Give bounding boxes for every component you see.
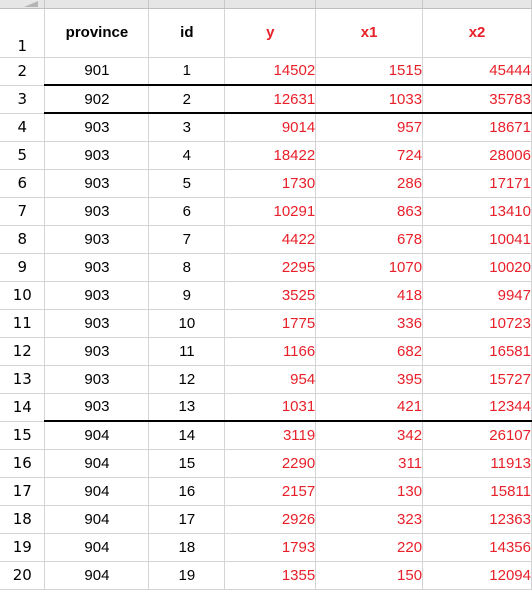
cell-id[interactable]: 16 — [149, 477, 225, 505]
cell-x1[interactable]: 418 — [316, 281, 423, 309]
cell-id[interactable]: 15 — [149, 449, 225, 477]
cell-y[interactable]: 1355 — [225, 561, 316, 589]
cell-x1[interactable]: 1070 — [316, 253, 423, 281]
cell-x2[interactable]: 12363 — [423, 505, 532, 533]
header-cell-x1[interactable]: x1 — [316, 8, 423, 57]
row-number[interactable]: 3 — [0, 85, 45, 113]
cell-id[interactable]: 3 — [149, 113, 225, 141]
table-row — [0, 85, 532, 113]
header-row — [0, 8, 532, 57]
cell-x1[interactable]: 342 — [316, 421, 423, 449]
cell-x2[interactable]: 12344 — [423, 393, 532, 421]
table-row — [0, 365, 532, 393]
row-number[interactable]: 20 — [0, 561, 45, 589]
cell-x1[interactable]: 286 — [316, 169, 423, 197]
table-row — [0, 57, 532, 85]
cell-id[interactable]: 8 — [149, 253, 225, 281]
cell-y[interactable]: 12631 — [225, 85, 316, 113]
column-header-a[interactable] — [45, 0, 149, 8]
table-row — [0, 169, 532, 197]
table-row — [0, 561, 532, 589]
cell-id[interactable]: 5 — [149, 169, 225, 197]
cell-x1[interactable]: 724 — [316, 141, 423, 169]
select-all-corner[interactable] — [0, 0, 45, 8]
cell-y[interactable]: 9014 — [225, 113, 316, 141]
table-row — [0, 533, 532, 561]
cell-y[interactable]: 1730 — [225, 169, 316, 197]
cell-x2[interactable]: 9947 — [423, 281, 532, 309]
cell-province[interactable]: 904 — [45, 477, 149, 505]
row-number[interactable]: 1 — [0, 8, 45, 57]
cell-x1[interactable]: 130 — [316, 477, 423, 505]
cell-x1[interactable]: 323 — [316, 505, 423, 533]
cell-y[interactable]: 3119 — [225, 421, 316, 449]
row-number[interactable]: 4 — [0, 113, 45, 141]
select-all-triangle-icon — [24, 1, 38, 7]
cell-id[interactable]: 18 — [149, 533, 225, 561]
header-cell-province[interactable]: province — [45, 8, 149, 57]
cell-province[interactable]: 903 — [45, 337, 149, 365]
table-row — [0, 505, 532, 533]
table-row — [0, 337, 532, 365]
cell-id[interactable]: 12 — [149, 365, 225, 393]
cell-x2[interactable]: 45444 — [423, 57, 532, 85]
cell-province[interactable]: 903 — [45, 141, 149, 169]
cell-x1[interactable]: 957 — [316, 113, 423, 141]
cell-x2[interactable]: 12094 — [423, 561, 532, 589]
cell-province[interactable]: 904 — [45, 421, 149, 449]
column-header-d[interactable] — [316, 0, 423, 8]
row-number[interactable]: 18 — [0, 505, 45, 533]
cell-x1[interactable]: 150 — [316, 561, 423, 589]
row-number[interactable]: 14 — [0, 393, 45, 421]
cell-x1[interactable]: 678 — [316, 225, 423, 253]
table-row — [0, 421, 532, 449]
cell-id[interactable]: 1 — [149, 57, 225, 85]
table-row — [0, 449, 532, 477]
cell-x1[interactable]: 682 — [316, 337, 423, 365]
cell-x2[interactable]: 14356 — [423, 533, 532, 561]
row-number[interactable]: 11 — [0, 309, 45, 337]
cell-x2[interactable]: 16581 — [423, 337, 532, 365]
cell-x2[interactable]: 10020 — [423, 253, 532, 281]
header-cell-id[interactable]: id — [149, 8, 225, 57]
cell-province[interactable]: 903 — [45, 281, 149, 309]
cell-province[interactable]: 904 — [45, 533, 149, 561]
table-row — [0, 309, 532, 337]
cell-id[interactable]: 17 — [149, 505, 225, 533]
cell-id[interactable]: 19 — [149, 561, 225, 589]
header-cell-y[interactable]: y — [225, 8, 316, 57]
table-row — [0, 197, 532, 225]
cell-id[interactable]: 11 — [149, 337, 225, 365]
table-row — [0, 225, 532, 253]
cell-province[interactable]: 904 — [45, 561, 149, 589]
cell-x1[interactable]: 311 — [316, 449, 423, 477]
cell-y[interactable]: 2290 — [225, 449, 316, 477]
cell-y[interactable]: 2295 — [225, 253, 316, 281]
cell-y[interactable]: 3525 — [225, 281, 316, 309]
cell-x2[interactable]: 11913 — [423, 449, 532, 477]
cell-province[interactable]: 904 — [45, 505, 149, 533]
row-number[interactable]: 10 — [0, 281, 45, 309]
cell-x2[interactable]: 28006 — [423, 141, 532, 169]
row-number[interactable]: 13 — [0, 365, 45, 393]
cell-id[interactable]: 6 — [149, 197, 225, 225]
cell-x2[interactable]: 26107 — [423, 421, 532, 449]
table-row — [0, 113, 532, 141]
table-row — [0, 281, 532, 309]
row-number[interactable]: 12 — [0, 337, 45, 365]
cell-x2[interactable]: 15811 — [423, 477, 532, 505]
cell-y[interactable]: 1775 — [225, 309, 316, 337]
row-number[interactable]: 8 — [0, 225, 45, 253]
cell-y[interactable]: 1793 — [225, 533, 316, 561]
cell-province[interactable]: 902 — [45, 85, 149, 113]
cell-x1[interactable]: 421 — [316, 393, 423, 421]
cell-province[interactable]: 901 — [45, 57, 149, 85]
cell-province[interactable]: 903 — [45, 393, 149, 421]
row-number[interactable]: 15 — [0, 421, 45, 449]
cell-y[interactable]: 2157 — [225, 477, 316, 505]
table-row — [0, 477, 532, 505]
column-header-b[interactable] — [149, 0, 225, 8]
cell-y[interactable]: 954 — [225, 365, 316, 393]
cell-x1[interactable]: 220 — [316, 533, 423, 561]
header-cell-x2[interactable]: x2 — [423, 8, 532, 57]
cell-x2[interactable]: 10041 — [423, 225, 532, 253]
column-header-bar — [0, 0, 532, 8]
cell-x1[interactable]: 336 — [316, 309, 423, 337]
cell-province[interactable]: 904 — [45, 449, 149, 477]
cell-y[interactable]: 2926 — [225, 505, 316, 533]
cell-province[interactable]: 903 — [45, 169, 149, 197]
cell-x2[interactable]: 17171 — [423, 169, 532, 197]
row-number[interactable]: 16 — [0, 449, 45, 477]
cell-x1[interactable]: 395 — [316, 365, 423, 393]
cell-id[interactable]: 2 — [149, 85, 225, 113]
cell-y[interactable]: 1031 — [225, 393, 316, 421]
row-number[interactable]: 17 — [0, 477, 45, 505]
cell-x2[interactable]: 13410 — [423, 197, 532, 225]
column-header-c[interactable] — [225, 0, 316, 8]
table-row — [0, 253, 532, 281]
cell-province[interactable]: 903 — [45, 113, 149, 141]
table-row — [0, 393, 532, 421]
cell-province[interactable]: 903 — [45, 365, 149, 393]
cell-y[interactable]: 4422 — [225, 225, 316, 253]
cell-id[interactable]: 9 — [149, 281, 225, 309]
cell-x1[interactable]: 1033 — [316, 85, 423, 113]
cell-y[interactable]: 14502 — [225, 57, 316, 85]
cell-x2[interactable]: 35783 — [423, 85, 532, 113]
cell-y[interactable]: 10291 — [225, 197, 316, 225]
row-number[interactable]: 9 — [0, 253, 45, 281]
row-number[interactable]: 19 — [0, 533, 45, 561]
row-number[interactable]: 5 — [0, 141, 45, 169]
row-number[interactable]: 2 — [0, 57, 45, 85]
cell-x2[interactable]: 15727 — [423, 365, 532, 393]
cell-x1[interactable]: 1515 — [316, 57, 423, 85]
cell-id[interactable]: 13 — [149, 393, 225, 421]
cell-province[interactable]: 903 — [45, 253, 149, 281]
cell-province[interactable]: 903 — [45, 197, 149, 225]
cell-x1[interactable]: 863 — [316, 197, 423, 225]
cell-province[interactable]: 903 — [45, 225, 149, 253]
column-header-e[interactable] — [423, 0, 532, 8]
cell-y[interactable]: 18422 — [225, 141, 316, 169]
cell-x2[interactable]: 10723 — [423, 309, 532, 337]
cell-x2[interactable]: 18671 — [423, 113, 532, 141]
row-number[interactable]: 6 — [0, 169, 45, 197]
table-row — [0, 141, 532, 169]
cell-y[interactable]: 1166 — [225, 337, 316, 365]
cell-id[interactable]: 14 — [149, 421, 225, 449]
cell-id[interactable]: 4 — [149, 141, 225, 169]
row-number[interactable]: 7 — [0, 197, 45, 225]
cell-id[interactable]: 10 — [149, 309, 225, 337]
cell-id[interactable]: 7 — [149, 225, 225, 253]
cell-province[interactable]: 903 — [45, 309, 149, 337]
